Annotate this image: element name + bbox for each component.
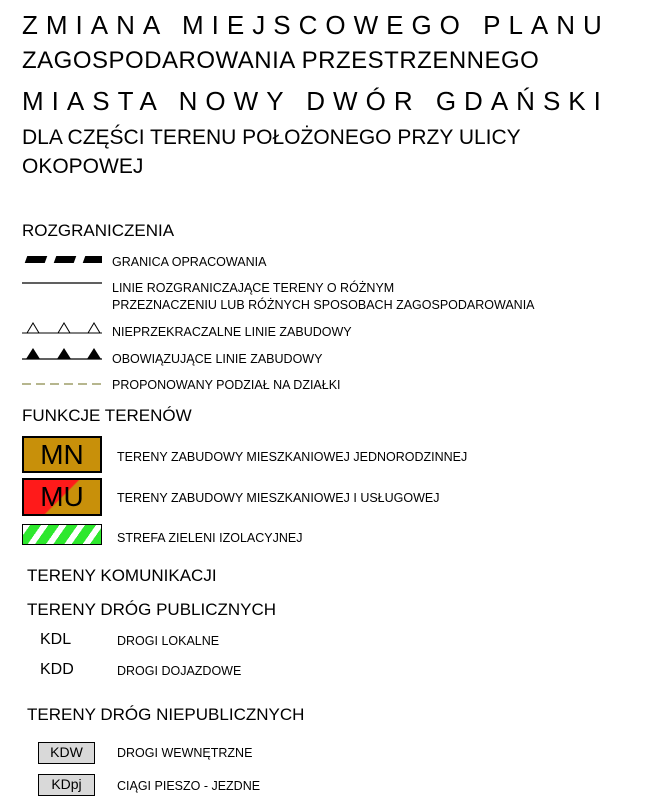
legend-label-podzial: PROPONOWANY PODZIAŁ NA DZIAŁKI bbox=[112, 378, 341, 392]
subsection-heading-publiczne: TERENY DRÓG PUBLICZNYCH bbox=[27, 600, 277, 619]
section-heading-komunikacja: TERENY KOMUNIKACJI bbox=[27, 566, 217, 585]
legend-label-kdw: DROGI WEWNĘTRZNE bbox=[117, 746, 253, 760]
code-kdd: KDD bbox=[40, 661, 74, 678]
title-line-1: ZMIANA MIEJSCOWEGO PLANU bbox=[22, 10, 610, 40]
mn-code: MN bbox=[40, 439, 84, 470]
legend-label-kdl: DROGI LOKALNE bbox=[117, 634, 220, 648]
filled-triangle-line-icon bbox=[22, 347, 102, 361]
legend-label-linie-rozgraniczajace-cont: PRZEZNACZENIU LUB RÓŻNYCH SPOSOBACH ZAGOSPODAROWANIA bbox=[112, 298, 535, 312]
kdw-symbol-box bbox=[38, 742, 95, 764]
dashed-olive-line-icon bbox=[22, 381, 102, 387]
kdpj-symbol-box bbox=[38, 774, 95, 796]
open-triangle-line-icon bbox=[22, 321, 102, 335]
mu-symbol-box bbox=[22, 478, 102, 516]
title-line-4: DLA CZĘŚCI TERENU POŁOŻONEGO PRZY ULICY bbox=[22, 126, 521, 149]
legend-label-linie-rozgraniczajace: LINIE ROZGRANICZAJĄCE TERENY O RÓŻNYM bbox=[112, 281, 395, 295]
legend-label-kdd: DROGI DOJAZDOWE bbox=[117, 664, 242, 678]
title-line-3: MIASTA NOWY DWÓR GDAŃSKI bbox=[22, 86, 609, 116]
code-kdpj: KDpj bbox=[51, 776, 82, 792]
thin-line-icon bbox=[22, 280, 102, 286]
title-line-5: OKOPOWEJ bbox=[22, 155, 144, 178]
mu-code: MU bbox=[40, 481, 84, 512]
green-hatch-symbol-box bbox=[22, 524, 102, 545]
section-heading-funkcje: FUNKCJE TERENÓW bbox=[22, 406, 192, 425]
subsection-heading-niepubliczne: TERENY DRÓG NIEPUBLICZNYCH bbox=[27, 705, 305, 724]
legend-label-kdpj: CIĄGI PIESZO - JEZDNE bbox=[117, 779, 261, 793]
code-kdl: KDL bbox=[40, 631, 72, 648]
title-line-2: ZAGOSPODAROWANIA PRZESTRZENNEGO bbox=[22, 47, 540, 74]
legend-label-obowiazujace: OBOWIĄZUJĄCE LINIE ZABUDOWY bbox=[112, 352, 323, 366]
thick-dashed-line-icon bbox=[22, 254, 102, 266]
legend-label-granica: GRANICA OPRACOWANIA bbox=[112, 255, 267, 269]
legend-label-mn: TERENY ZABUDOWY MIESZKANIOWEJ JEDNORODZINNEJ bbox=[117, 450, 468, 464]
code-kdw: KDW bbox=[50, 744, 83, 760]
section-heading-rozgraniczenia: ROZGRANICZENIA bbox=[22, 221, 175, 240]
legend-label-zielen: STREFA ZIELENI IZOLACYJNEJ bbox=[117, 531, 303, 545]
legend-label-nieprzekraczalne: NIEPRZEKRACZALNE LINIE ZABUDOWY bbox=[112, 325, 352, 339]
mn-symbol-box bbox=[22, 436, 102, 473]
legend-label-mu: TERENY ZABUDOWY MIESZKANIOWEJ I USŁUGOWEJ bbox=[117, 491, 440, 505]
